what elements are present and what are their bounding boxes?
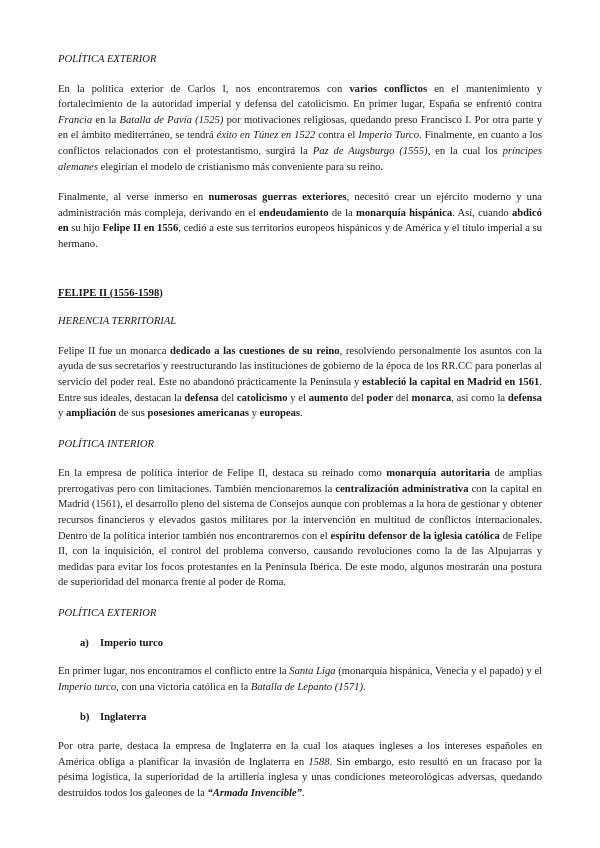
paragraph-felipe-monarch: Felipe II fue un monarca dedicado a las cuestiones de su reino, resolviendo personalmente los asuntos con la ayuda de sus secretarios y reestructurando las instituciones de gobierno de la época de los RR.CC para ponerlas al servicio del poder real. Este no abandonó prácticamente la Península y estableció la capital en Madrid en 1561. Entre sus ideales, destacan la defensa del catolicismo y el aumento del poder del monarca, así como la defensa y ampliación de sus posesiones americanas y europeas. — [58, 345, 542, 420]
subheading-letter: a) — [80, 637, 89, 649]
section-heading-politica-exterior-felipe: POLÍTICA EXTERIOR — [58, 608, 157, 620]
paragraph-politica-interior: En la empresa de política interior de Felipe II, destaca su reinado como monarquía autoritaria de amplias prerrogativas pero con limitaciones. También mencionaremos la centralización administrativa con la capital en Madrid (1561), el desarrollo pleno del sistema de Consejos aunque con problemas a la hora de gestionar y obtener recursos financieros y elevados gastos militares por la intervención en multitud de conflictos internacionales. Dentro de la política interior también nos encontraremos con el espíritu defensor de la iglesia católica de Felipe II, con la inquisición, el control del problema converso, causando revoluciones como la de las Alpujarras y medidas para evitar los focos protestantes en la Península Ibérica. De este modo, algunos mostrarán una postura de superioridad del monarca frente al poder de Roma. — [58, 468, 543, 589]
emphasis-italic: Imperio Turco — [358, 130, 420, 142]
paragraph-carlos-conflicts: En la política exterior de Carlos I, nos encontraremos con varios conflictos en el mantenimiento y fortalecimiento de la autoridad imperial y defensa del catolicismo. En primer lugar, España se enfrentó contra Francia en la Batalla de Pavía (1525) por motivaciones religiosas, quedando preso Francisco I. Por otra parte y en el ámbito mediterráneo, se tendrá éxito en Túnez en 1522 contra el Imperio Turco. Finalmente, en cuanto a los conflictos relacionados con el protestantismo, surgirá la Paz de Augsburgo (1555), en la cual los príncipes alemanes elegirían el modelo de cristianismo más conveniente para su reino. — [58, 83, 543, 173]
emphasis-italic: Imperio turco — [58, 681, 117, 693]
subheading-imperio-turco — [80, 636, 542, 652]
emphasis-bold: dedicado a las cuestiones de su reino — [170, 345, 340, 357]
emphasis-italic: Batalla de Pavía (1525) — [119, 114, 224, 126]
section-heading-politica-exterior-carlos: POLÍTICA EXTERIOR — [58, 54, 157, 65]
emphasis-bold: posesiones americanas — [147, 408, 250, 420]
emphasis-bold: estableció la capital en Madrid en 1561 — [362, 376, 540, 388]
emphasis-bold: defensa — [507, 392, 542, 404]
section-heading-politica-interior: POLÍTICA INTERIOR — [58, 438, 155, 450]
emphasis-bold: “Armada Invencible” — [207, 787, 302, 799]
emphasis-bold: endeudamiento — [259, 207, 329, 219]
subheading-label: Inglaterra — [100, 712, 147, 724]
emphasis-bold: aumento — [308, 392, 349, 404]
emphasis-italic: 1588 — [308, 756, 330, 768]
emphasis-bold: monarquía autoritaria — [386, 468, 491, 480]
emphasis-bold: defensa — [184, 392, 219, 404]
subheading-inglaterra — [80, 710, 542, 726]
section-heading-herencia-territorial: HERENCIA TERRITORIAL — [58, 316, 177, 328]
emphasis-bold: centralización administrativa — [335, 483, 469, 495]
paragraph-inglaterra: Por otra parte, destaca la empresa de Inglaterra en la cual los ataques ingleses a los intereses españoles en América obliga a planificar la invasión de Inglaterra en 1588. Sin embargo, esto resultó en un fracaso por la pésima logística, la superioridad de la artillería inglesa y unas condiciones meteorológicas adversas, quedando destruidos todos los galeones de la “Armada Invencible”. — [58, 741, 542, 799]
emphasis-italic: Batalla de Lepanto (1571) — [250, 681, 363, 693]
emphasis-italic: éxito en Túnez en 1522 — [216, 130, 316, 142]
emphasis-bold: catolicismo — [236, 392, 288, 404]
emphasis-italic: Santa Liga — [289, 666, 336, 678]
subheading-letter: b) — [80, 712, 90, 724]
emphasis-bold: varios conflictos — [349, 83, 428, 95]
chapter-title-felipe-ii: FELIPE II (1556-1598) — [58, 287, 163, 299]
emphasis-italic: Paz de Augsburgo (1555) — [312, 145, 428, 157]
emphasis-bold: Felipe II en 1556 — [102, 223, 179, 235]
paragraph-carlos-abdication: Finalmente, al verse inmerso en numerosas guerras exteriores, necesitó crear un ejército moderno y una administración más compleja, derivando en el endeudamiento de la monarquía hispánica. Así, cuando abdicó en su hijo Felipe II en 1556, cedió a este sus territorios europeos hispánicos y de América y el título imperial a su hermano. — [58, 192, 542, 250]
emphasis-italic: Francia — [58, 114, 93, 126]
emphasis-bold: poder — [366, 392, 394, 404]
paragraph-imperio-turco: En primer lugar, nos encontramos el conflicto entre la Santa Liga (monarquía hispánica, Venecia y el papado) y el Imperio turco, con una victoria católica en la Batalla de Lepanto (1571). — [58, 666, 542, 693]
document-page — [58, 52, 542, 816]
emphasis-bold: abdicó en — [58, 207, 542, 235]
emphasis-italic: príncipes alemanes — [58, 145, 543, 173]
emphasis-bold: espíritu defensor de la iglesia católica — [330, 530, 500, 542]
emphasis-bold: europeas — [259, 408, 301, 420]
emphasis-bold: monarca — [411, 392, 452, 404]
emphasis-bold: numerosas guerras exteriores — [208, 192, 347, 204]
emphasis-bold: ampliación — [65, 408, 116, 420]
emphasis-bold: monarquía hispánica — [356, 207, 453, 219]
subheading-label: Imperio turco — [100, 637, 164, 649]
